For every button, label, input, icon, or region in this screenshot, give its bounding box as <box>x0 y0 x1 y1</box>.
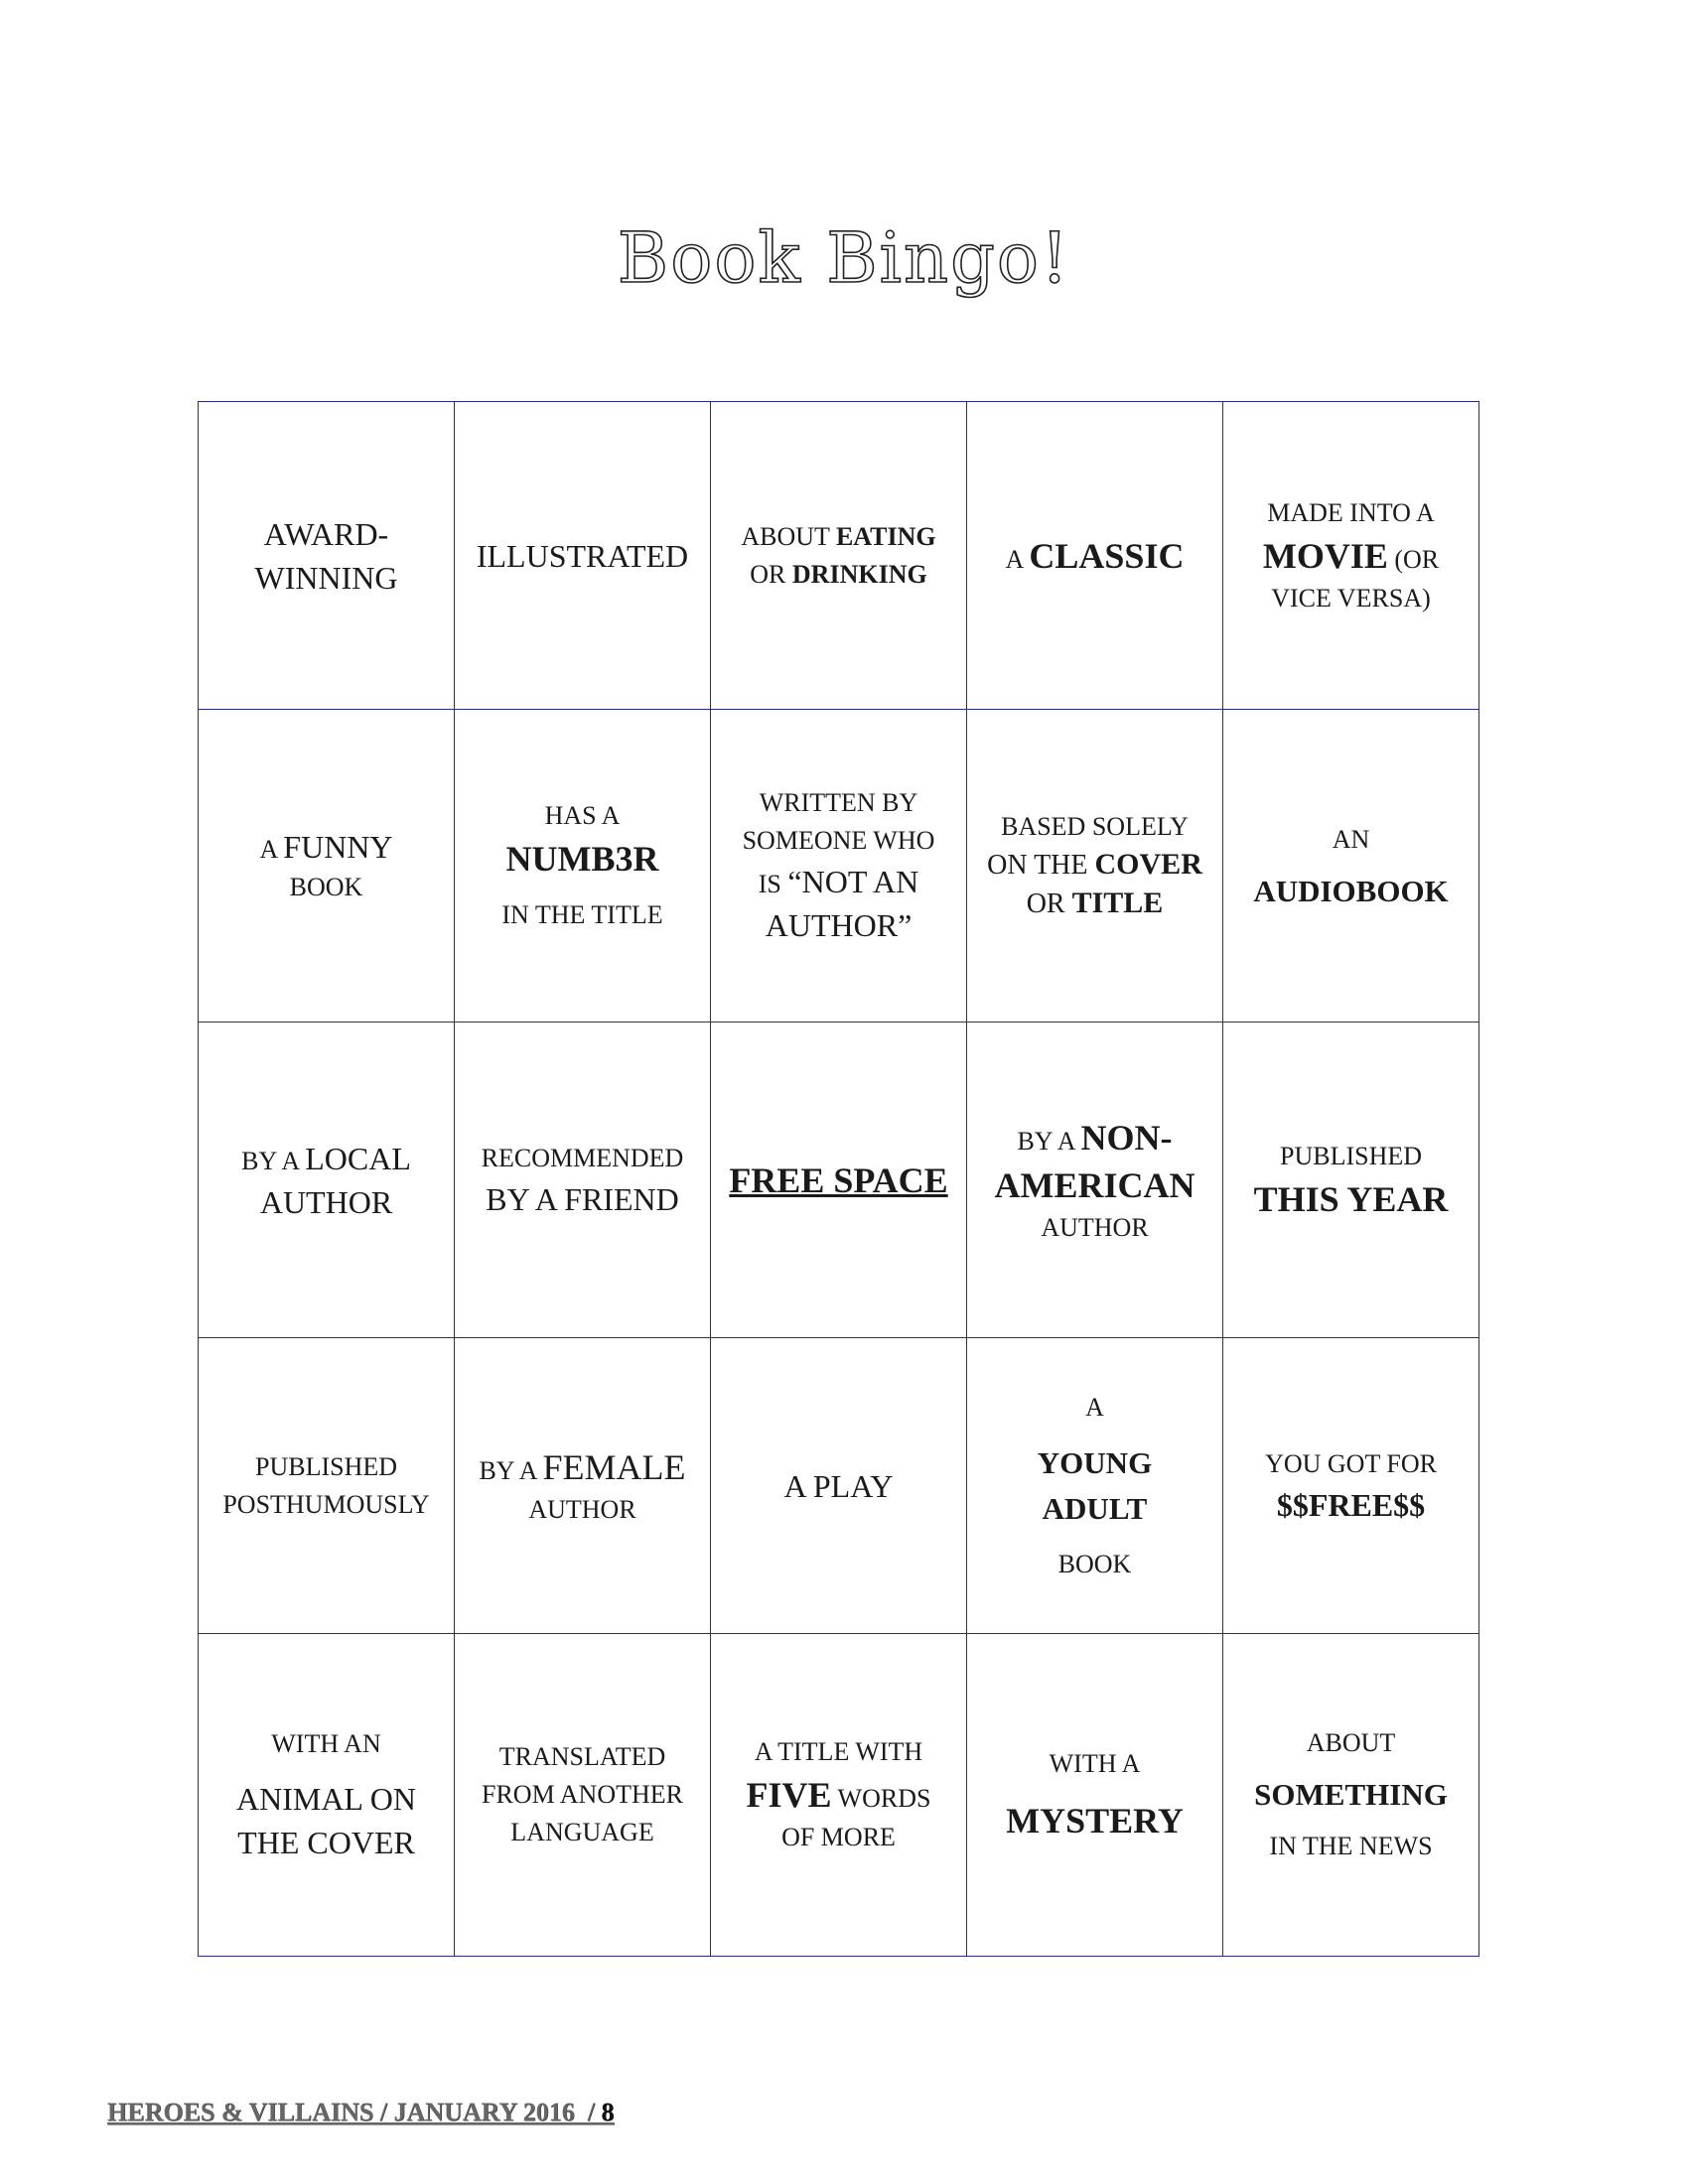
cell-text-emphasis: $$FREE$$ <box>1276 1486 1426 1523</box>
cell-text-emphasis: “NOT AN <box>787 864 919 899</box>
bingo-cell-free[interactable] <box>1223 1338 1479 1634</box>
cell-text-emphasis: SOMETHING <box>1254 1777 1448 1812</box>
bingo-cell-translated[interactable] <box>455 1634 711 1957</box>
bingo-cell-movie[interactable] <box>1223 402 1479 710</box>
cell-text: AUTHOR <box>528 1494 636 1524</box>
bingo-cell-number[interactable] <box>455 710 711 1023</box>
cell-text: PUBLISHED <box>254 1451 397 1481</box>
cell-text-emphasis: AMERICAN <box>994 1164 1196 1205</box>
cell-text: AWARD- <box>263 515 389 552</box>
cell-text: AN <box>1332 825 1370 854</box>
cell-text: ILLUSTRATED <box>476 537 689 574</box>
bingo-cell-eating-drinking[interactable] <box>711 402 967 710</box>
page-footer <box>107 2098 615 2127</box>
cell-text: YOU GOT FOR <box>1265 1448 1437 1478</box>
bingo-row <box>199 402 1479 710</box>
cell-text-emphasis: YOUNG <box>1037 1444 1153 1480</box>
cell-text-emphasis: FUNNY <box>283 829 393 865</box>
bingo-row <box>199 1023 1479 1338</box>
cell-text: A TITLE WITH <box>754 1737 923 1766</box>
cell-text: BY A <box>241 1146 306 1175</box>
bingo-card <box>198 401 1479 1957</box>
cell-text: TRANSLATED <box>498 1742 666 1771</box>
bingo-cell-news[interactable] <box>1223 1634 1479 1957</box>
cell-text: A <box>1085 1392 1104 1422</box>
cell-text: ANIMAL ON <box>235 1781 416 1817</box>
bingo-cell-not-an-author[interactable] <box>711 710 967 1023</box>
bingo-cell-cover-or-title[interactable] <box>967 710 1223 1023</box>
bingo-row <box>199 1338 1479 1634</box>
bingo-cell-young-adult[interactable] <box>967 1338 1223 1634</box>
bingo-cell-free-space[interactable] <box>711 1023 967 1338</box>
bingo-cell-local-author[interactable] <box>199 1023 455 1338</box>
cell-text: ABOUT <box>1306 1728 1396 1757</box>
cell-text: BOOK <box>1057 1549 1132 1578</box>
bingo-cell-mystery[interactable] <box>967 1634 1223 1957</box>
cell-text: AUTHOR” <box>765 907 913 943</box>
bingo-cell-five-words[interactable] <box>711 1634 967 1957</box>
bingo-cell-animal-cover[interactable] <box>199 1634 455 1957</box>
cell-text-emphasis: FEMALE <box>542 1446 686 1487</box>
bingo-cell-play[interactable] <box>711 1338 967 1634</box>
bingo-cell-illustrated[interactable] <box>455 402 711 710</box>
footer-separator: / <box>581 2098 602 2126</box>
cell-text: PUBLISHED <box>1279 1141 1422 1170</box>
cell-text: AUTHOR <box>259 1183 393 1220</box>
cell-text: IS <box>758 870 788 898</box>
cell-text-emphasis: MOVIE <box>1262 535 1388 576</box>
cell-text: BY A FRIEND <box>486 1180 679 1217</box>
cell-text: OF MORE <box>781 1823 896 1851</box>
publication-name: HEROES & VILLAINS / <box>107 2098 394 2126</box>
cell-text: WITH AN <box>271 1729 381 1758</box>
cell-text: A <box>1005 544 1030 574</box>
cell-text: VICE VERSA) <box>1271 583 1431 613</box>
cell-text: AUTHOR <box>1041 1212 1149 1242</box>
cell-text: WITH A <box>1049 1749 1141 1778</box>
bingo-cell-posthumously[interactable] <box>199 1338 455 1634</box>
cell-text-emphasis: DRINKING <box>791 559 927 589</box>
bingo-cell-this-year[interactable] <box>1223 1023 1479 1338</box>
cell-text-emphasis: AUDIOBOOK <box>1253 874 1449 908</box>
cell-text: BY A <box>1017 1126 1081 1156</box>
cell-text-emphasis: ADULT <box>1042 1490 1148 1526</box>
bingo-row <box>199 710 1479 1023</box>
cell-text: POSTHUMOUSLY <box>222 1489 430 1519</box>
cell-text: THE COVER <box>237 1825 415 1860</box>
page-number: 8 <box>601 2098 615 2126</box>
bingo-cell-female-author[interactable] <box>455 1338 711 1634</box>
cell-text-emphasis: NON- <box>1080 1117 1173 1158</box>
cell-text: WORDS <box>831 1784 931 1813</box>
cell-text: LANGUAGE <box>510 1818 654 1846</box>
issue-date: JANUARY 2016 <box>393 2098 582 2126</box>
cell-text: IN THE NEWS <box>1269 1832 1433 1860</box>
cell-text: IN THE TITLE <box>501 900 663 929</box>
cell-text-emphasis: TITLE <box>1071 887 1164 919</box>
page-title: Book Bingo! <box>617 217 1071 299</box>
free-space-label: FREE SPACE <box>729 1160 948 1200</box>
bingo-cell-funny[interactable] <box>199 710 455 1023</box>
cell-text: WINNING <box>254 559 398 596</box>
cell-text: A PLAY <box>783 1467 894 1504</box>
cell-text: FROM ANOTHER <box>482 1780 683 1809</box>
bingo-cell-recommended[interactable] <box>455 1023 711 1338</box>
cell-text-emphasis: EATING <box>835 521 936 551</box>
cell-text: WRITTEN BY <box>759 788 918 817</box>
cell-text-emphasis: NUMB3R <box>505 839 659 879</box>
cell-text: A <box>259 835 284 864</box>
cell-text-emphasis: FIVE <box>746 1775 832 1815</box>
cell-text-emphasis: THIS YEAR <box>1253 1178 1449 1219</box>
cell-text: RECOMMENDED <box>481 1143 684 1172</box>
cell-text: SOMEONE WHO <box>742 826 935 855</box>
bingo-cell-classic[interactable] <box>967 402 1223 710</box>
cell-text-emphasis: CLASSIC <box>1029 535 1185 576</box>
cell-text: BASED SOLELY <box>1001 812 1189 841</box>
cell-text: OR <box>750 559 792 589</box>
cell-text: (OR <box>1387 544 1440 574</box>
bingo-cell-non-american[interactable] <box>967 1023 1223 1338</box>
cell-text: OR <box>1026 888 1072 919</box>
cell-text: BY A <box>479 1455 543 1485</box>
cell-text-emphasis: LOCAL <box>305 1140 411 1176</box>
cell-text: BOOK <box>289 873 363 901</box>
cell-text-emphasis: MYSTERY <box>1006 1801 1184 1841</box>
cell-text-emphasis: COVER <box>1094 848 1202 881</box>
cell-text: ABOUT <box>741 521 836 551</box>
cell-text: ON THE <box>987 850 1095 881</box>
bingo-cell-audiobook[interactable] <box>1223 710 1479 1023</box>
cell-text: HAS A <box>544 801 621 830</box>
bingo-row <box>199 1634 1479 1957</box>
cell-text: MADE INTO A <box>1267 497 1435 527</box>
bingo-cell-award-winning[interactable] <box>199 402 455 710</box>
